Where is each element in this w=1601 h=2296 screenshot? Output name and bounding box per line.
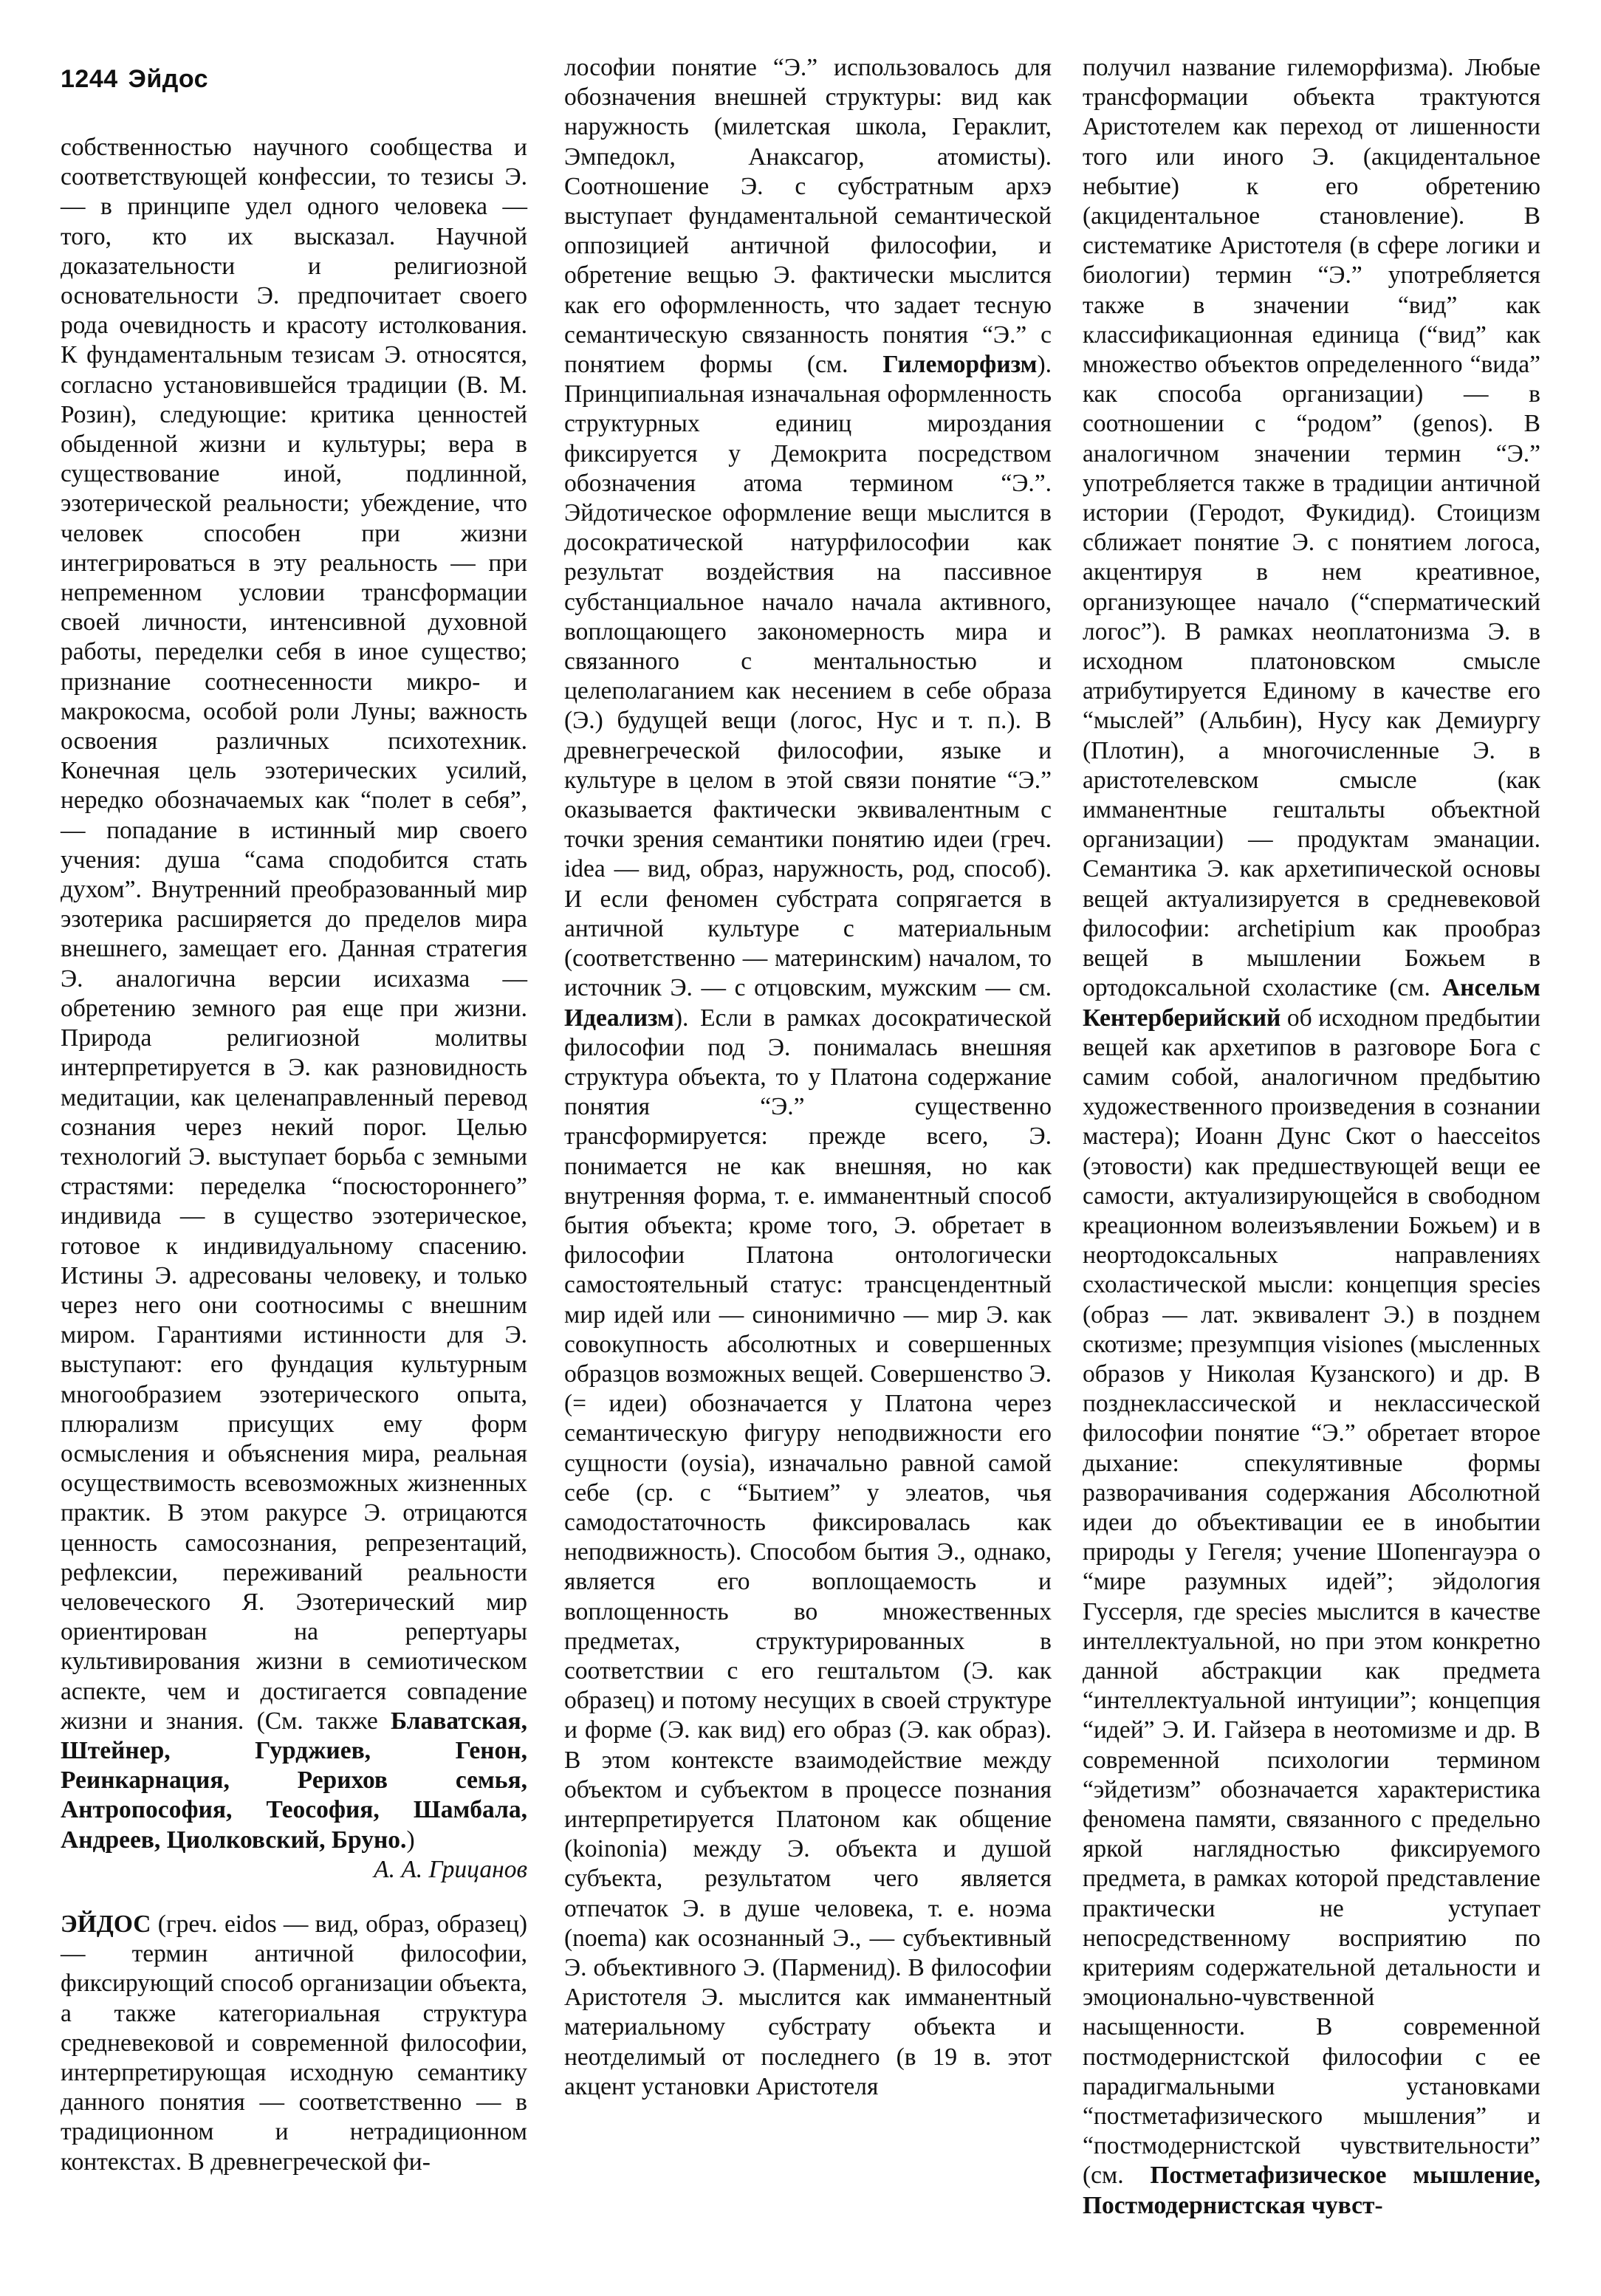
paragraph-text: получил название гилеморфизма). Любые трансформации объекта трактуются Аристотелем как переход от лишенности того или иного Э. (акцидентальное небытие) к его обретению (акцидентальное становление). В систематике Аристотеля (в сфере логики и биологии) термин “Э.” употребляется также в значении “вид” как классификационная единица (“вид” как множество объектов определенного “вида” как способа организации) — в соотношении с “родом” (genos). В аналогичном значении термин “Э.” употребляется также в традиции античной истории (Геродот, Фукидид). Стоицизм сближает понятие Э. с понятием логоса, акцентируя в нем креативное, организующее начало (“сперматический логос”). В рамках неоплатонизма Э. в исходном платоновском смысле атрибутируется Единому в качестве его “мыслей” (Альбин), Нусу как Демиургу (Плотин), а многочисленные Э. в аристотелевском смысле (как имманентные гештальты объектной организации) — продуктам эманации. Семантика Э. как архетипической основы вещей актуализируется в средневековой философии: archetipium как прообраз вещей в мышлении Божьем в ортодоксальной схоластике (см. [1083, 54, 1540, 1002]
entry-continuation [61, 133, 527, 1855]
running-title: Эйдос [128, 65, 209, 93]
entry-term: ЭЙДОС [61, 1910, 151, 1938]
paragraph-text: ). Принципиальная изначальная оформленность структурных единиц мироздания фиксируется у Демокрита посредством обозначения атома термином “Э.”. Эйдотическое оформление вещи мыслится в досократической натурфилософии как результат воздействия на пассивное субстанциальное начало начала активного, воплощающего закономерность мира и связанного с ментальностью и целеполаганием как несением в себе образа (Э.) будущей вещи (логос, Нус и т. п.). В древнегреческой философии, языке и культуре в целом в этой связи понятие “Э.” оказывается фактически эквивалентным с точки зрения семантики понятию идеи (греч. idea — вид, образ, наружность, род, способ). И если феномен субстрата сопрягается в античной культуре с материальным (соответственно — материнским) началом, то источник Э. — с отцовским, мужским — см. [564, 351, 1052, 1002]
cross-reference: Постметафизическое мышление, Постмодернистская чувст- [1083, 2162, 1541, 2219]
text-column-2 [564, 53, 1052, 2102]
see-also-terms: Блаватская, Штейнер, Гурджиев, Генон, Реинкарнация, Рерихов семья, Антропософия, Теософия, Шамбала, Андреев, Циолковский, Бруно. [61, 1707, 528, 1854]
paragraph-text: ). Если в рамках досократической философии под Э. понималась внешняя структура объекта, то у Платона содержание понятия “Э.” существенно трансформируется: прежде всего, Э. понимается не как внешняя, но как внутренняя форма, т. е. имманентный способ бытия объекта; кроме того, Э. обретает в философии Платона онтологически самостоятельный статус: трансцендентный мир идей или — синонимично — мир Э. как совокупность абсолютных и совершенных образцов возможных вещей. Совершенство Э. (= идеи) обозначается у Платона через семантическую фигуру неподвижности его сущности (oysia), изначально равной самой себе (ср. с “Бытием” у элеатов, чья самодостаточность фиксировалась как неподвижность). Способом бытия Э., однако, является его воплощаемость и воплощенность во множественных предметах, структурированных в соответствии с его гештальтом (Э. как образец) и потому несущих в своей структуре и форме (Э. как вид) его образ (Э. как образ). В этом контексте взаимодействие между объектом и субъектом в процессе познания интерпретируется Платоном как общение (koinonia) между Э. объекта и душой субъекта, результатом чего является отпечаток Э. в душе человека, т. е. ноэма (noema) как осознанный Э., — субъективный Э. объективного Э. (Парменид). В философии Аристотеля Э. мыслится как имманентный материальному субстрату объекта и неотделимый от последнего (в 19 в. этот акцент установки Аристотеля [564, 1004, 1052, 2100]
text-column-3 [1083, 53, 1540, 2221]
page-header [61, 65, 219, 94]
page-number: 1244 [61, 65, 118, 93]
paragraph-text: собственностью научного сообщества и соответствующей конфессии, то тезисы Э. — в принципе удел одного человека — того, кто их высказал. Научной доказательности и религиозной основательности Э. предпочитает своего рода очевидность и красоту истолкования. К фундаментальным тезисам Э. относятся, согласно установившейся традиции (В. М. Розин), следующие: критика ценностей обыденной жизни и культуры; вера в существование иной, подлинной, эзотерической реальности; убеждение, что человек способен при жизни интегрироваться в эту реальность — при непременном условии трансформации своей личности, интенсивной духовной работы, переделки себя в иное существо; признание соотнесенности микро- и макрокосма, особой роли Луны; важность освоения различных психотехник. Конечная цель эзотерических усилий, нередко обозначаемых как “полет в себя”, — попадание в истинный мир своего учения: душа “сама сподобится стать духом”. Внутренний преобразованный мир эзотерика расширяется до пределов мира внешнего, замещает его. Данная стратегия Э. аналогична версии исихазма — обретению земного рая еще при жизни. Природа религиозной молитвы интерпретируется в Э. как разновидность медитации, как целенаправленный перевод сознания через некий порог. Целью технологий Э. выступает борьба с земными страстями: переделка “посюстороннего” индивида — в существо эзотерическое, готовое к индивидуальному спасению. Истины Э. адресованы человеку, и только через него они соотносимы с внешним миром. Гарантиями истинности для Э. выступают: его фундация культурным многообразием эзотерического опыта, плюрализм присущих ему форм осмысления и объяснения мира, реальная осуществимость всевозможных жизненных практик. В этом ракурсе Э. отрицаются ценность самосознания, репрезентаций, рефлексии, переживаний реальности человеческого Я. Эзотерический мир ориентирован на репертуары культивирования жизни в семиотическом аспекте, чем и достигается совпадение жизни и знания. [61, 134, 527, 1735]
see-also-close: ) [406, 1826, 415, 1854]
paragraph-text: лософии понятие “Э.” использовалось для обозначения внешней структуры: вид как наружность (милетская школа, Гераклит, Эмпедокл, Анаксагор, атомисты). Соотношение Э. с субстратным архэ выступает фундаментальной семантической оппозицией античной философии, и обретение вещью Э. фактически мыслится как его оформленность, что задает тесную семантическую связанность понятия “Э.” с понятием формы (см. [564, 54, 1052, 379]
author-signature: А. А. Грицанов [374, 1855, 527, 1883]
cross-reference: Гилеморфизм [882, 351, 1038, 379]
paragraph-text: об исходном предбытии вещей как архетипов в разговоре Бога с самим собой, аналогичном предбытию художественного произведения в сознании мастера); Иоанн Дунс Скот о haecceitos (этовости) как предшествующей вещи ее самости, актуализирующейся в свободном креационном волеизъявлении Божьем) и в неортодоксальных направлениях схоластической мысли: концепция species (образ — лат. эквивалент Э.) в позднем скотизме; презумпция visiones (мысленных образов у Николая Кузанского) и др. В позднеклассической и неклассической философии понятие “Э.” обретает второе дыхание: спекулятивные формы разворачивания содержания Абсолютной идеи до объективации ее в инобытии природы у Гегеля; учение Шопенгауэра о “мире разумных идей”; эйдология Гуссерля, где species мыслится в качестве интеллектуальной, но при этом конкретно данной абстракции как предмета “интеллектуальной интуиции”; концепция “идей” Э. И. Гайзера в неотомизме и др. В современной психологии термином “эйдетизм” обозначается характеристика феномена памяти, связанного с предельно яркой наглядностью фиксируемого предмета, в рамках которой представление практически не уступает непосредственному восприятию по критериям содержательной детальности и эмоционально-чувственной насыщенности. В современной постмодернистской философии с ее парадигмальными установками “постметафизического мышления” и “постмодернистской чувствительности” (см. [1083, 1004, 1540, 2190]
see-also-open: (См. также [256, 1707, 378, 1735]
entry-eidos [61, 1910, 527, 2177]
entry-continuation [564, 53, 1052, 2102]
cross-reference: Ансельм Кентерберийский [1083, 974, 1540, 1032]
entry-definition-start: (греч. eidos — вид, образ, образец) — термин античной философии, фиксирующий способ организации объекта, а также категориальная структура средневековой и современной философии, интерпретирующая исходную семантику данного понятия — соответственно — в традиционном и нетрадиционном контекстах. В древнегреческой фи- [61, 1910, 528, 2176]
text-column-1 [61, 133, 527, 2177]
cross-reference: Идеализм [564, 1004, 674, 1032]
entry-continuation [1083, 53, 1540, 2221]
